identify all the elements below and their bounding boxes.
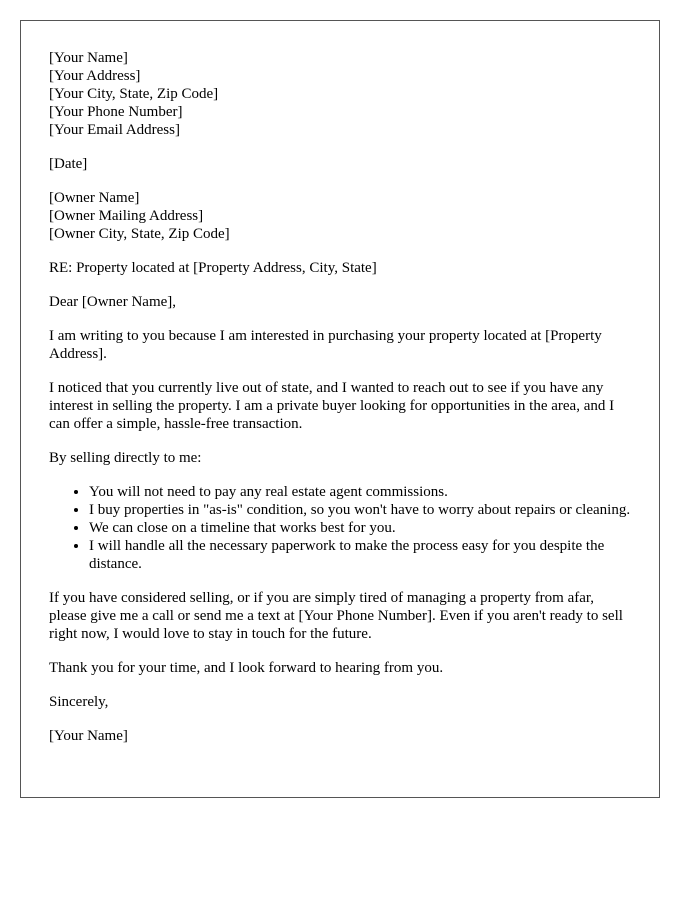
recipient-mailing-address: [Owner Mailing Address]: [49, 208, 204, 224]
recipient-block: [49, 189, 631, 243]
list-item: • We can close on a timeline that works best for you.: [89, 519, 631, 537]
list-intro: By selling directly to me:: [49, 450, 202, 466]
intro-paragraph: I am writing to you because I am interested in purchasing your property located at [Property Address].: [49, 328, 602, 362]
sender-address: [Your Address]: [49, 68, 141, 84]
letter-page: [20, 20, 660, 798]
salutation: Dear [Owner Name],: [49, 294, 177, 310]
signature: [Your Name]: [49, 728, 128, 744]
sender-phone: [Your Phone Number]: [49, 104, 183, 120]
letter-date: [Date]: [49, 156, 88, 172]
sender-email: [Your Email Address]: [49, 122, 180, 138]
list-item: • I buy properties in "as-is" condition, so you won't have to worry about repairs or cleaning.: [89, 501, 631, 519]
list-item: • You will not need to pay any real estate agent commissions.: [89, 483, 631, 501]
list-item: • I will handle all the necessary paperwork to make the process easy for you despite the distance.: [89, 537, 631, 573]
recipient-name: [Owner Name]: [49, 190, 140, 206]
sender-name: [Your Name]: [49, 50, 128, 66]
closing: Sincerely,: [49, 694, 109, 710]
sender-block: [49, 49, 631, 139]
subject-line: RE: Property located at [Property Address, City, State]: [49, 260, 377, 276]
call-to-action-paragraph: If you have considered selling, or if you are simply tired of managing a property from afar, please give me a call or send me a text at [Your Phone Number]. Even if you aren't ready to sell right now, I would love to stay in touch for the future.: [49, 590, 623, 642]
thanks-paragraph: Thank you for your time, and I look forward to hearing from you.: [49, 660, 444, 676]
date-block: [49, 155, 631, 173]
benefits-list: [49, 483, 631, 573]
sender-city-state-zip: [Your City, State, Zip Code]: [49, 86, 219, 102]
context-paragraph: I noticed that you currently live out of state, and I wanted to reach out to see if you have any interest in selling the property. I am a private buyer looking for opportunities in the area, and I can offer a simple, hassle-free transaction.: [49, 380, 615, 432]
recipient-city-state-zip: [Owner City, State, Zip Code]: [49, 226, 230, 242]
